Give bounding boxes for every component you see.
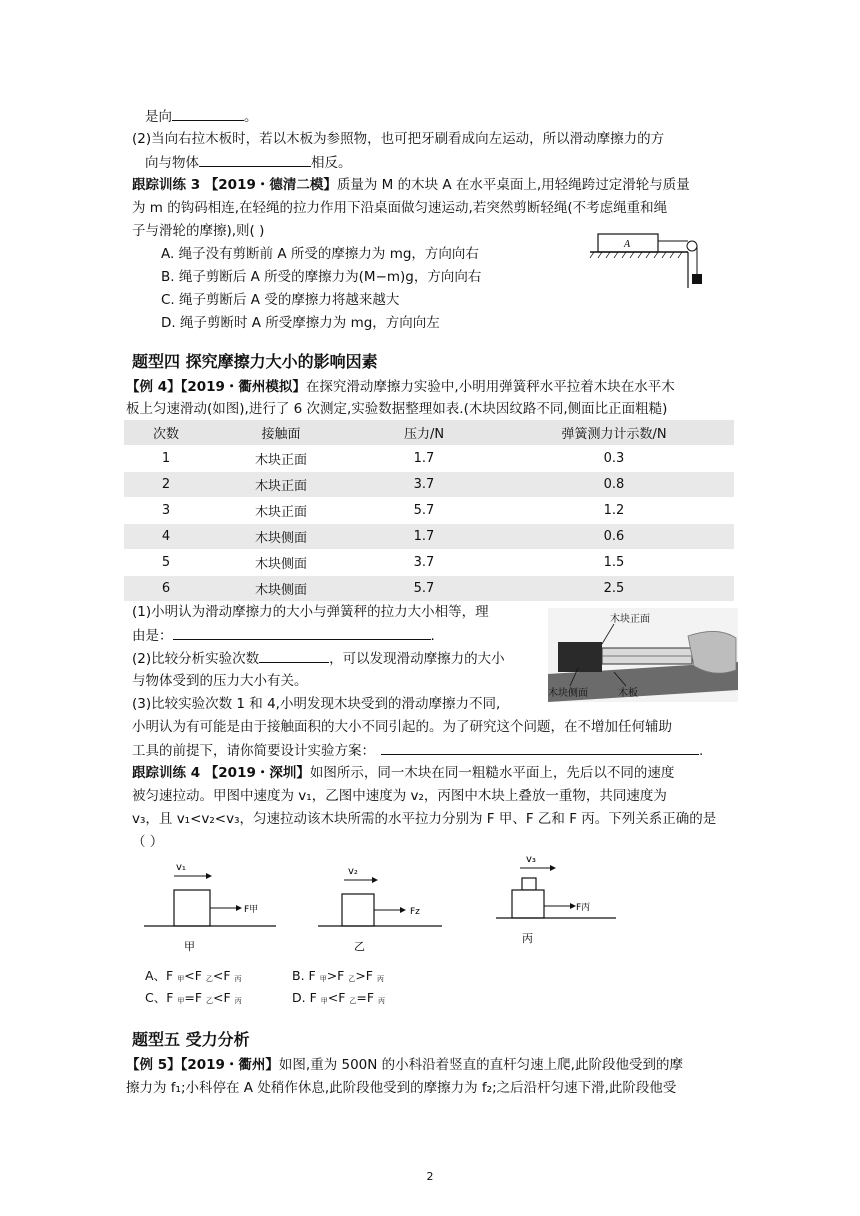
cell: 1.5	[494, 550, 734, 576]
text: ，可以发现滑动摩擦力的大小	[329, 651, 505, 667]
text: =F	[356, 990, 379, 1005]
subscript: 甲	[177, 975, 185, 983]
question-2-line-1	[132, 648, 505, 669]
cell: 木块侧面	[208, 576, 354, 602]
figure-caption: 甲	[184, 940, 195, 953]
question-2-line-2: 与物体受到的压力大小有关。	[132, 673, 308, 689]
page-number: 2	[426, 1170, 434, 1183]
subscript: 甲	[177, 997, 185, 1005]
text: .	[430, 628, 435, 644]
force-label: F甲	[244, 905, 259, 915]
table-header	[124, 420, 734, 446]
cell: 木块侧面	[208, 524, 354, 550]
velocity-label: v₁	[176, 862, 186, 873]
table-row	[124, 446, 734, 472]
section-heading-5: 题型五 受力分析	[132, 1030, 250, 1049]
text: <F	[184, 968, 206, 983]
weight	[692, 274, 702, 284]
figure-bing	[496, 848, 626, 948]
spring-scale-photo	[548, 608, 738, 702]
force-label: F丙	[576, 903, 591, 913]
label-block-side: 木块侧面	[548, 688, 588, 699]
hand	[688, 631, 736, 673]
header-cell: 接触面	[208, 420, 354, 446]
cell: 2	[124, 472, 208, 498]
subscript: 甲	[319, 975, 327, 983]
subscript: 乙	[206, 997, 214, 1005]
option-4b[interactable]	[292, 966, 384, 989]
cell: 2.5	[494, 576, 734, 602]
example-4-line-2: 板上匀速滑动(如图),进行了 6 次测定,实验数据整理如表.(木块因纹路不同,侧面比正面粗糙)	[126, 401, 668, 417]
section-heading-4: 题型四 探究摩擦力大小的影响因素	[132, 352, 378, 371]
cell: 5.7	[354, 498, 494, 524]
cell: 木块正面	[208, 472, 354, 498]
surface-hatch	[590, 252, 682, 258]
subscript: 乙	[349, 997, 357, 1005]
header-cell: 弹簧测力计示数/N	[494, 420, 734, 446]
answer-blank[interactable]	[172, 106, 244, 121]
cell: 0.8	[494, 472, 734, 498]
cell: 1.7	[354, 524, 494, 550]
example-5-line-2: 擦力为 f₁;小科停在 A 处稍作休息,此阶段他受到的摩擦力为 f₂;之后沿杆匀速下滑,此阶段他受	[126, 1080, 677, 1096]
example-5-line-1	[126, 1055, 683, 1075]
option-d[interactable]: D. 绳子剪断时 A 所受摩擦力为 mg，方向向左	[161, 315, 440, 331]
question-3-line-2: 小明认为有可能是由于接触面积的大小不同引起的。为了研究这个问题，在不增加任何辅助	[132, 719, 672, 735]
training-3-label: 跟踪训练 3 【2019・德清二模】	[132, 177, 337, 193]
answer-blank[interactable]	[199, 152, 311, 167]
text: 在探究滑动摩擦力实验中,小明用弹簧秤水平拉着木块在水平木	[305, 379, 675, 395]
heavy-object	[522, 878, 536, 890]
training-4-line-2: 被匀速拉动。甲图中速度为 v₁，乙图中速度为 v₂，丙图中木块上叠放一重物，共同速度为	[132, 788, 667, 804]
block-a-label: A	[624, 239, 631, 250]
text: 向与物体	[145, 155, 199, 171]
question-1-line-2	[132, 625, 435, 646]
pulley	[687, 241, 697, 251]
text: .	[699, 743, 704, 759]
text: <F	[327, 990, 350, 1005]
subscript: 丙	[234, 997, 242, 1005]
arrow-head	[400, 907, 406, 913]
training-4-line-4: （ ）	[132, 834, 164, 850]
example-4-label: 【例 4】【2019・衢州模拟】	[126, 379, 306, 395]
cell: 木块侧面	[208, 550, 354, 576]
figure-yi	[318, 856, 448, 956]
table-row	[124, 524, 734, 550]
example-4-line-1	[126, 377, 675, 397]
text: 工具的前提下，请你简要设计实验方案：	[132, 743, 375, 759]
table-row	[124, 550, 734, 576]
training-3-line-3: 子与滑轮的摩擦),则( )	[132, 223, 265, 239]
data-table	[124, 420, 734, 602]
line-2: (2)当向右拉木板时，若以木板为参照物，也可把牙刷看成向左运动，所以滑动摩擦力的方	[132, 131, 665, 147]
arrow-head	[550, 865, 556, 871]
text: 相反。	[311, 155, 352, 171]
option-b[interactable]: B. 绳子剪断后 A 所受的摩擦力为(M−m)g，方向向右	[161, 269, 482, 285]
option-a[interactable]: A. 绳子没有剪断前 A 所受的摩擦力为 mg，方向向右	[161, 246, 479, 262]
training-4-line-3: v₃，且 v₁<v₂<v₃，匀速拉动该木块所需的水平拉力分别为 F 甲、F 乙和 F 丙。下列关系正确的是	[132, 811, 717, 827]
subscript: 丙	[378, 997, 386, 1005]
text: 是向	[145, 109, 172, 125]
subscript: 乙	[348, 975, 356, 983]
text: 。	[244, 109, 258, 125]
cell: 3.7	[354, 472, 494, 498]
table-row	[124, 498, 734, 524]
pulley-figure	[588, 230, 720, 292]
answer-blank[interactable]	[381, 740, 699, 755]
question-1-line-1: (1)小明认为滑动摩擦力的大小与弹簧秤的拉力大小相等，理	[132, 604, 489, 620]
text: 由是：	[132, 628, 173, 644]
example-5-label: 【例 5】【2019・衢州】	[126, 1057, 279, 1073]
text: =F	[184, 990, 207, 1005]
arrow-head	[236, 905, 242, 911]
cell: 0.6	[494, 524, 734, 550]
training-3-line-1	[132, 175, 690, 195]
figure-caption: 丙	[522, 932, 533, 945]
cell: 木块正面	[208, 446, 354, 472]
answer-blank[interactable]	[173, 625, 431, 640]
cell: 木块正面	[208, 498, 354, 524]
line-1	[145, 106, 258, 127]
cell: 1.7	[354, 446, 494, 472]
text: (2)比较分析实验次数	[132, 651, 260, 667]
text: D. F	[292, 990, 321, 1005]
table-row	[124, 472, 734, 498]
figure-caption: 乙	[354, 940, 365, 953]
cell: 5.7	[354, 576, 494, 602]
table-row	[124, 576, 734, 602]
answer-blank[interactable]	[259, 648, 329, 663]
block	[342, 894, 374, 926]
velocity-label: v₃	[526, 854, 536, 865]
subscript: 乙	[205, 975, 213, 983]
cell: 3.7	[354, 550, 494, 576]
question-3-line-1: (3)比较实验次数 1 和 4,小明发现木块受到的滑动摩擦力不同,	[132, 696, 501, 712]
cell: 6	[124, 576, 208, 602]
arrow-head	[372, 877, 378, 883]
text: B. F	[292, 968, 320, 983]
header-cell: 压力/N	[354, 420, 494, 446]
line-3	[145, 152, 352, 173]
question-3-line-3	[132, 740, 703, 761]
cell: 1.2	[494, 498, 734, 524]
option-4d[interactable]	[292, 988, 385, 1011]
text: >F	[355, 968, 377, 983]
block	[174, 890, 210, 926]
block	[512, 890, 544, 918]
cell: 3	[124, 498, 208, 524]
training-3-line-2: 为 m 的钩码相连,在轻绳的拉力作用下沿桌面做匀速运动,若突然剪断轻绳(不考虑绳重和绳	[132, 200, 668, 216]
cell: 4	[124, 524, 208, 550]
subscript: 甲	[320, 997, 328, 1005]
label-board: 木板	[618, 688, 638, 699]
text: C、F	[145, 990, 178, 1005]
training-4-label: 跟踪训练 4 【2019・深圳】	[132, 765, 310, 781]
header-cell: 次数	[124, 420, 208, 446]
cell: 5	[124, 550, 208, 576]
text: 质量为 M 的木块 A 在水平桌面上,用轻绳跨过定滑轮与质量	[336, 177, 690, 193]
subscript: 丙	[376, 975, 384, 983]
text: 如图,重为 500N 的小科沿着竖直的直杆匀速上爬,此阶段他受到的摩	[278, 1057, 683, 1073]
text: <F	[213, 990, 235, 1005]
subscript: 丙	[234, 975, 242, 983]
text: 如图所示，同一木块在同一粗糙水平面上，先后以不同的速度	[309, 765, 675, 781]
cell: 1	[124, 446, 208, 472]
figure-jia	[140, 856, 280, 956]
cell: 0.3	[494, 446, 734, 472]
option-4a[interactable]	[145, 966, 242, 989]
option-4c[interactable]	[145, 988, 242, 1011]
training-4-line-1	[132, 763, 674, 783]
label-block-front: 木块正面	[610, 614, 650, 625]
text: A、F	[145, 968, 178, 983]
velocity-label: v₂	[348, 866, 358, 877]
option-c[interactable]: C. 绳子剪断后 A 受的摩擦力将越来越大	[161, 292, 400, 308]
arrow-head	[206, 873, 212, 879]
text: >F	[326, 968, 349, 983]
text: <F	[212, 968, 235, 983]
force-label: Fz	[410, 907, 420, 917]
wood-block	[558, 642, 602, 672]
